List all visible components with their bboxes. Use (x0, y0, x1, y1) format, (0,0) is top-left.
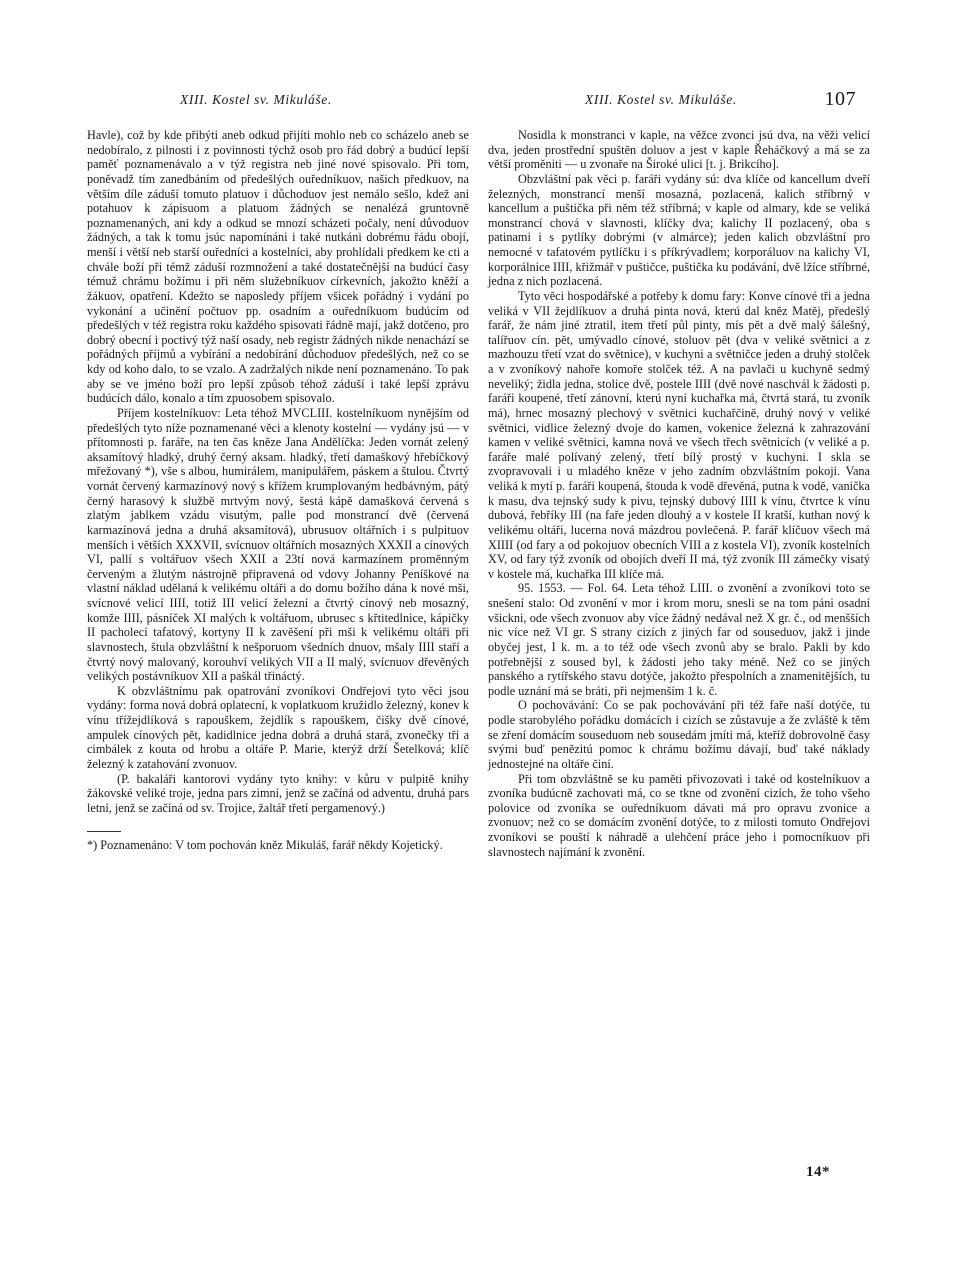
left-column (87, 128, 469, 853)
footnote-rule (87, 831, 121, 832)
paragraph: (P. bakaláři kantorovi vydány tyto knihy: v kůru v pulpitě knihy žákovské veliké troje, jedna pars zimní, jenž se začíná od adventu, druhá pars letní, jenž se začíná od sv. Trojice, žaltář třetí pergamenový.) (87, 771, 469, 815)
paragraph: Příjem kostelníkuov: Leta téhož MVCLIII. kostelníkuom nynějším od předešlých tyto níže poznamenané věci a klenoty kostelní — vydány jsú — v přítomnosti p. faráře, na ten čas kněze Jana Andělíčka: Jeden vornát zelený aksamítový hladký, druhý černý aksam. hladký, třetí damaškový hřebíčkový mřežovaný *), vše s albou, humirálem, manipulářem, páskem a štulou. Čtvrtý vornát červený karmazínový nový s křížem krumplovaným hedbávným, pátý černý harasový k službě mrtvým nový, šestá kápě damašková červená s zlatým jablkem vzádu visutým, palle pod monstrancí dvě (červená karmazínová jedna a druhá aksamítová), ubrusuov oltářních i s pulpituov menších i větších XXXVII, svícnuov oltářních mosazných XXXII a cínových VI, pallí s voltářuov všech XXII a 23tí nová karmazínem proměnným červeným a žlutým nástrojně připravená od vdovy Johanny Peníškové na vlastní náklad udělaná k velikému oltáři a do domu božího dána k nové mši, svícnové velicí IIII, totiž III velicí železní a čtvrtý cínový neb mosazný, komže IIII, pásníček XI malých k voltářuom, ubrusec s křtitedlnice, kápičky II pacholecí tafatový, kortyny II k zavěšení při mši k velikému oltáři při slavnostech, štula obzvláštní k nešporuom všedních dnuov, mšaly IIII staří a čtvrtý nový malovaný, korouhví velikých VII a II malý, svícnuov dřevěných velikých postávníkuov XII a paškál třináctý. (87, 405, 469, 684)
running-head-right: XIII. Kostel sv. Mikuláše. (585, 92, 737, 107)
signature-mark: 14* (806, 1164, 830, 1180)
paragraph: 95. 1553. — Fol. 64. Leta téhož LIII. o zvonění a zvoníkovi toto se snešení stalo: Od zvonění v mor i krom moru, snesli se na tom páni osadní všickni, ode všech zvonuov aby více žádný nedával než X gr. č., od menšších nic více než VI gr. S strany cizích z jiných far od souseduov, jakž i jinde obyčej jest, I k. m. a to též ode všech zvonů aby se bralo. Pakli by kdo potřebnější z soused byl, k žádosti jeho taky méně. Než co se jiných panského a rytířského stavu dotýče, jakožto přespolních a znamenitějších, tu podle uznání má se bráti, při nejmenším 1 k. č. (488, 581, 870, 698)
paragraph: Nosidla k monstranci v kaple, na věžce zvonci jsú dva, na věži velicí dva, jeden prostřední spuštěn doluov a jest v kaple Řeháčkový a má se za větší proměniti — u zvonaře na Široké ulici [t. j. Brikcího]. (488, 128, 870, 172)
paragraph: Obzvláštní pak věci p. faráři vydány sú: dva klíče od kancellum dveří železných, monstrancí menší mosazná, pozlacená, kalich stříbrný v kancellum a puštička při něm též stříbrná; v kaple od almary, kde se veliká monstrancí chová v slavnosti, klíčky dva; kalichy II pozlacený, oba s patinami i s pytlíky dobrými (v almárce); jeden kalich obzvláštní pro nemocné v tafatovém pytlíčku i s příkrývadlem; korporáluov na kalichy VI, korporálnice IIII, křižmář v puštičce, puštička ku podávání, dvě lžíce stříbrné, jedna z nich pozlacená. (488, 171, 870, 289)
paragraph: O pochovávání: Co se pak pochovávání při též faře naší dotýče, tu podle starobylého pořádku domácích i cizích se zůstavuje a že zvláště k těm se zření domácím souseduom neb sousedám jmíti má, kteříž dobrovolně časy svými buď penězitú pomoc k chrámu božímu dávají, buď také náklady jednostejné na oltáře činí. (488, 698, 870, 771)
paragraph: Při tom obzvláštně se ku paměti přivozovati i také od kostelníkuov a zvoníka budúcně zachovati má, co se tkne od zvonění cizích, že toho všeho polovice od zvoníka se ouředníkuom dávati má pro opravu zvonice a zvonuov; než co se domácím zvonění dotýče, to z milosti tomuto Ondřejovi zvoníkovi se pouští k náhradě a ulehčení práce jeho i pomocníkuov při slavnostech najímání k zvonění. (488, 771, 870, 859)
footnote: *) Poznamenáno: V tom pochován kněz Mikuláš, farář někdy Kojetický. (87, 838, 443, 853)
paragraph: Tyto věci hospodářské a potřeby k domu fary: Konve cínové tři a jedna veliká v VII žejdlíkuov a druhá pinta nová, kterú dal kněz Matěj, předešlý farář, že nám jiné ztratil, item třetí půl pinty, mís pět a dvě malý šálešný, talířuov cín. pět, umývadlo cínové, stoluov pět (dva v veliké světnici a z mazhouzu třetí vzat do světnice), v kuchyni a světničce jeden a druhý stolček a v zvoníkový nahoře komoře stolček též. A na pavlači u kuchyně sedmý neveliký; židla jedna, stolice dvě, postele IIII (dvě nové naschvál k žádosti p. faráři koupené, třetí zánovní, kterú nyní kuchařka má, čtvrtá stará, tu zvoník má), hrnec mosazný plechový v světnici kuchařčině, druhý nový v veliké světnici, vidlice železný dvoje do kamen, vokenice železná k zahrazování kamen v veliké světnici, kamna nová ve všech třech světnicích (v veliké a p. faráře malé polívaný zelený, třetí bílý prostý v kuchyni. I skla se zvopravovali i u mladého kněze v jeho zadním obzvláštním pokoji. Vana veliká k mytí p. faráři koupená, štouda k vodě dřevěná, putna k vodě, vanička k masu, dva tejnský sudy k pivu, tejnský dubový IIII k vínu, čtvrtce k vínu dubová, řebříky III (na faře jeden dlouhý a v kostele II kratší, kuthan nový k velikému oltáři, lucerna nová mázdrou povlečená. P. farář klíčuov všech má XIIII (od fary a od pokojuov obecních VIII a z kostela VI), zvoník kostelních XV, od fary týž zvoník od obojích dveří II má, týž zvoník III zámečky visatý v kostele má, kuchařka III klíče má. (488, 288, 870, 581)
page-number: 107 (824, 88, 856, 110)
right-column (488, 128, 870, 859)
running-head-left: XIII. Kostel sv. Mikuláše. (180, 92, 332, 107)
paragraph: Havle), což by kde přibýti aneb odkud přijíti mohlo neb co scházelo aneb se nedobíralo, z pilnosti i z povinnosti týchž osob pro řád dobrý a budúcí lepší paměť poznamenávalo a v týž registra neb jiné nové spisovalo. Při tom, poněvadž tím zanedbáním od předešlých ouředníkuov, našich předkuov, na větším díle záduší tomuto platuov i důchoduov jest nemálo sešlo, kdež ani potahuov k zápisuom a platuom žádných se nenalézá gruntovně poznamenaných, ani kdy a odkud se mnozí scházeti počaly, není důvoduov žádných, a tak k tomu jsúc napomínáni i také nutkáni dobrému řádu obojí, menší i větší neb starší ouředníci a kostelníci, aby prohlídali předkem ke cti a chvále boží při témž záduší rozmnožení a také dostatečnější na budúcí časy témuž chrámu božímu i při něm služebníkuov církevních, jakožto kněží a žákuov, opatření. Kdežto se naposledy příjem všicek pořádný i vydání po vykonání a učinění počtuov pp. osadním a ouředníkuom budúcím od předešlých v též registra roku každého spisovati řádně mají, jakž dotčeno, pro dobrý obecní i poctivý týž naší osady, neb registr žádných nikde nenachází se pořádných příjmů a vybírání a nedobírání důchoduov předešlých, než co se kdy od koho dalo, to se vzalo. A zadržalých nikde není poznamenáno. To pak aby se ve jméno boží pro lepší způsob téhož záduší i také lepší zprávu budúcích dálo, konalo a tím zpuosobem spisovalo. (87, 128, 469, 406)
paragraph: K obzvláštnímu pak opatrování zvoníkovi Ondřejovi tyto věci jsou vydány: forma nová dobrá oplatecní, k voplatkuom kružidlo železný, konev k vínu třížejdlíková s rapouškem, žejdlík s rapouškem, čišky dvě cínové, ampulek cínových pět, kadidlnice jedna dobrá a druhá stará, zvonečky tři a cimbálek z kouta od hrobu a oltáře P. Marie, kterýž drží Šetelková; klíč železný k zatahování zvonuov. (87, 683, 469, 771)
